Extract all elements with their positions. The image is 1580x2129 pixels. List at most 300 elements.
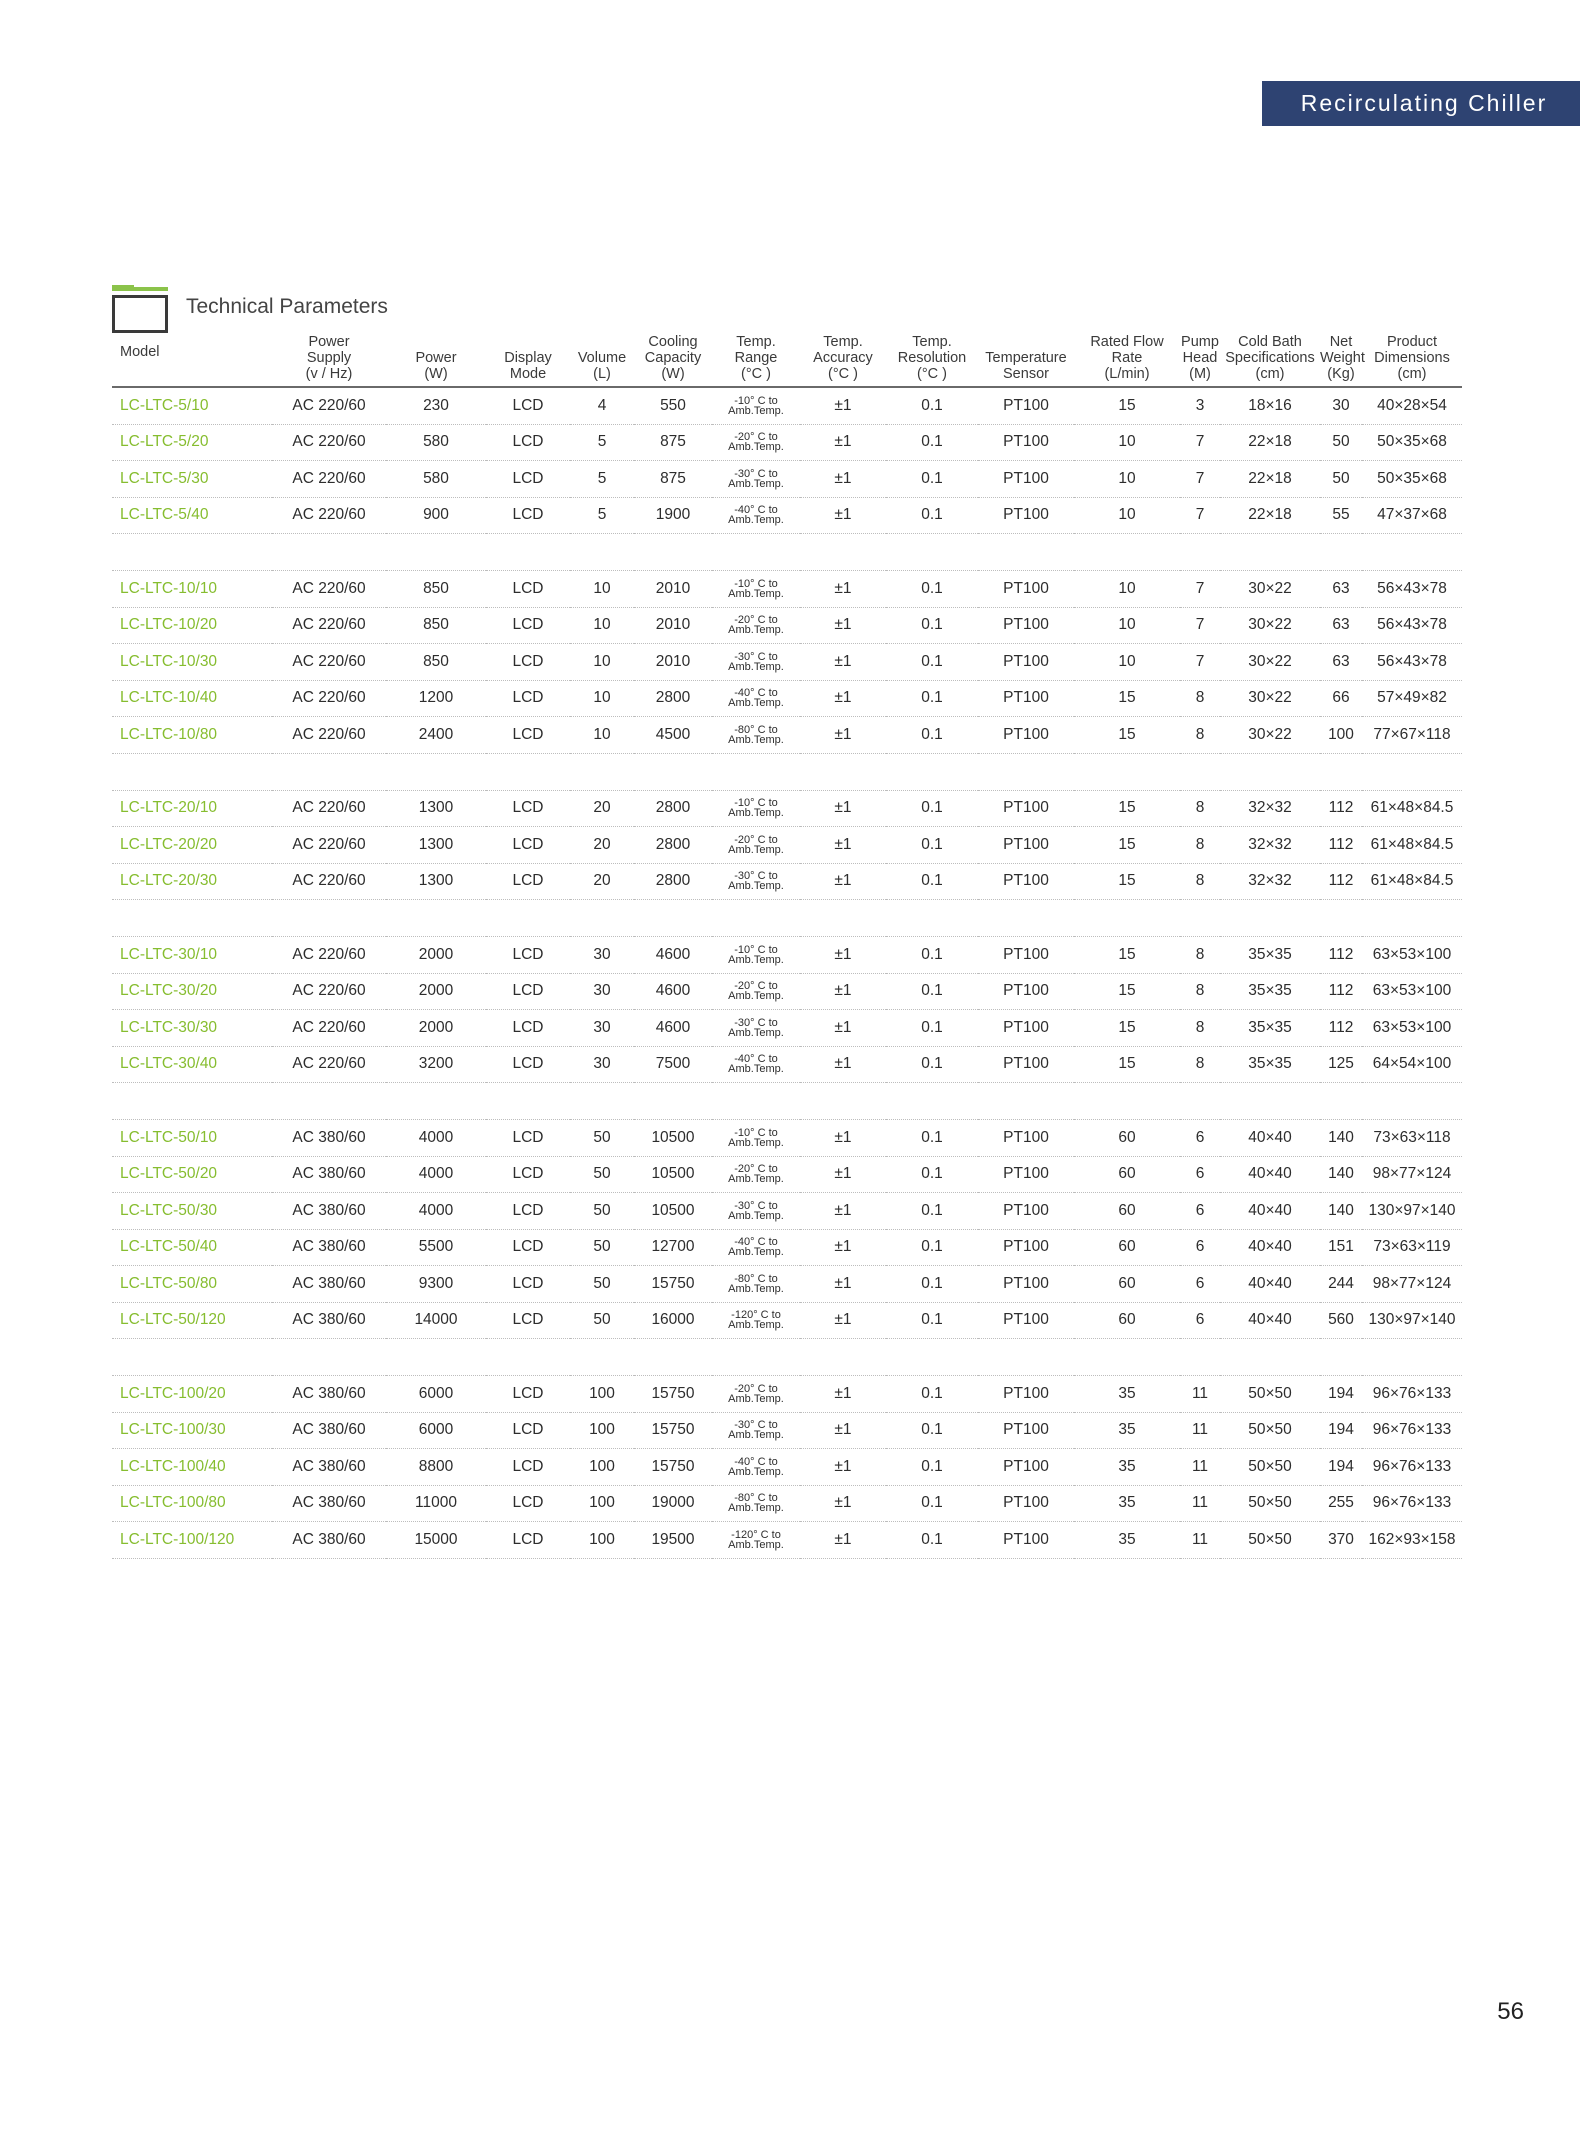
table-row	[112, 1193, 1462, 1230]
table-row	[112, 387, 1462, 424]
table-cell: AC 380/60	[272, 1156, 386, 1193]
temp-range-line: -40° C to	[734, 1455, 778, 1468]
table-cell: 15	[1074, 1010, 1180, 1047]
column-header-line: (cm)	[1255, 366, 1285, 382]
table-cell: 0.1	[886, 680, 978, 717]
table-cell: 30×22	[1220, 680, 1320, 717]
table-cell: ±1	[800, 1522, 886, 1559]
table-cell: 2010	[634, 607, 712, 644]
temp-range-cell	[712, 1412, 800, 1449]
table-cell: 5	[570, 461, 634, 498]
temp-range-line: Amb.Temp.	[728, 843, 784, 856]
table-cell: AC 220/60	[272, 387, 386, 424]
table-cell: AC 380/60	[272, 1193, 386, 1230]
table-cell: 4	[570, 387, 634, 424]
table-cell: 8	[1180, 937, 1220, 974]
table-cell: 580	[386, 461, 486, 498]
temp-range-cell	[712, 680, 800, 717]
temp-range-line: Amb.Temp.	[728, 880, 784, 893]
table-cell: 96×76×133	[1362, 1485, 1462, 1522]
column-header	[1220, 334, 1320, 387]
table-cell: 4000	[386, 1193, 486, 1230]
table-cell: LCD	[486, 937, 570, 974]
temp-range-cell	[712, 790, 800, 827]
table-cell: LCD	[486, 1156, 570, 1193]
table-cell: 35×35	[1220, 937, 1320, 974]
table-cell: PT100	[978, 1485, 1074, 1522]
table-cell: 15	[1074, 937, 1180, 974]
table-cell: PT100	[978, 717, 1074, 754]
table-cell: AC 380/60	[272, 1120, 386, 1157]
temp-range-line: Amb.Temp.	[728, 587, 784, 600]
table-cell: ±1	[800, 607, 886, 644]
table-cell: 56×43×78	[1362, 607, 1462, 644]
table-row	[112, 1522, 1462, 1559]
table-cell: PT100	[978, 1193, 1074, 1230]
table-cell: 0.1	[886, 1120, 978, 1157]
table-cell: 8	[1180, 827, 1220, 864]
table-cell: 15750	[634, 1449, 712, 1486]
table-cell: 15	[1074, 790, 1180, 827]
temp-range-cell	[712, 607, 800, 644]
table-cell: PT100	[978, 1266, 1074, 1303]
group-separator	[112, 900, 1462, 937]
table-cell: ±1	[800, 973, 886, 1010]
table-cell: 30	[570, 1010, 634, 1047]
table-cell: 0.1	[886, 1412, 978, 1449]
temp-range-line: -10° C to	[734, 797, 778, 810]
temp-range-cell	[712, 1449, 800, 1486]
table-cell: 100	[570, 1485, 634, 1522]
table-cell: 10	[1074, 644, 1180, 681]
table-cell: 50	[1320, 424, 1362, 461]
table-cell: 50	[570, 1120, 634, 1157]
table-cell: 0.1	[886, 717, 978, 754]
table-cell: 50×50	[1220, 1485, 1320, 1522]
temp-range-cell	[712, 973, 800, 1010]
section-title-text: Technical Parameters	[186, 295, 388, 318]
table-cell: 112	[1320, 827, 1362, 864]
table-cell: 11	[1180, 1376, 1220, 1413]
table-row	[112, 827, 1462, 864]
model-cell: LC-LTC-100/30	[112, 1412, 272, 1449]
column-header-line: (v / Hz)	[305, 366, 353, 382]
temp-range-line: -30° C to	[734, 1016, 778, 1029]
table-cell: 9300	[386, 1266, 486, 1303]
table-cell: ±1	[800, 571, 886, 608]
table-cell: 0.1	[886, 827, 978, 864]
table-cell: 8	[1180, 790, 1220, 827]
table-row	[112, 1302, 1462, 1339]
column-header	[386, 334, 486, 387]
table-cell: ±1	[800, 1010, 886, 1047]
table-cell: 850	[386, 607, 486, 644]
folder-icon	[112, 285, 168, 329]
table-cell: 30×22	[1220, 607, 1320, 644]
table-cell: 35×35	[1220, 1046, 1320, 1083]
table-cell: 63	[1320, 644, 1362, 681]
table-cell: AC 220/60	[272, 717, 386, 754]
table-cell: 40×40	[1220, 1302, 1320, 1339]
column-header	[1180, 334, 1220, 387]
temp-range-cell	[712, 1010, 800, 1047]
table-cell: ±1	[800, 937, 886, 974]
column-header-line: (°C )	[828, 366, 858, 382]
table-cell: PT100	[978, 973, 1074, 1010]
table-cell: LCD	[486, 790, 570, 827]
column-header-line: Capacity	[644, 350, 702, 366]
table-cell: 11	[1180, 1522, 1220, 1559]
table-cell: 56×43×78	[1362, 644, 1462, 681]
table-cell: 7	[1180, 461, 1220, 498]
table-row	[112, 1229, 1462, 1266]
table-cell: 3	[1180, 387, 1220, 424]
table-cell: 194	[1320, 1449, 1362, 1486]
table-cell: AC 380/60	[272, 1485, 386, 1522]
table-cell: 50	[570, 1266, 634, 1303]
model-cell: LC-LTC-100/120	[112, 1522, 272, 1559]
table-cell: 125	[1320, 1046, 1362, 1083]
column-header	[1074, 334, 1180, 387]
table-cell: 10500	[634, 1193, 712, 1230]
temp-range-cell	[712, 1156, 800, 1193]
table-cell: 47×37×68	[1362, 497, 1462, 534]
table-cell: 0.1	[886, 937, 978, 974]
table-cell: 7	[1180, 497, 1220, 534]
table-cell: AC 380/60	[272, 1412, 386, 1449]
table-cell: 50	[1320, 461, 1362, 498]
column-header-line: (W)	[424, 366, 448, 382]
table-cell: 10	[1074, 607, 1180, 644]
temp-range-line: -10° C to	[734, 1126, 778, 1139]
table-cell: 63×53×100	[1362, 1010, 1462, 1047]
column-header-line: Head	[1182, 350, 1218, 366]
model-cell: LC-LTC-50/40	[112, 1229, 272, 1266]
table-cell: 560	[1320, 1302, 1362, 1339]
temp-range-cell	[712, 827, 800, 864]
table-row	[112, 1449, 1462, 1486]
temp-range-line: -30° C to	[734, 467, 778, 480]
table-cell: 18×16	[1220, 387, 1320, 424]
table-row	[112, 790, 1462, 827]
table-cell: LCD	[486, 1193, 570, 1230]
table-cell: 4600	[634, 973, 712, 1010]
table-cell: AC 220/60	[272, 424, 386, 461]
table-cell: 50	[570, 1302, 634, 1339]
table-cell: 98×77×124	[1362, 1266, 1462, 1303]
table-cell: 244	[1320, 1266, 1362, 1303]
temp-range-line: Amb.Temp.	[728, 404, 784, 417]
temp-range-cell	[712, 863, 800, 900]
table-cell: 100	[570, 1449, 634, 1486]
table-cell: 98×77×124	[1362, 1156, 1462, 1193]
table-cell: AC 380/60	[272, 1266, 386, 1303]
column-header-line: Temp.	[823, 334, 863, 350]
table-cell: 2000	[386, 937, 486, 974]
table-cell: 22×18	[1220, 461, 1320, 498]
table-cell: 0.1	[886, 1156, 978, 1193]
temp-range-line: Amb.Temp.	[728, 1136, 784, 1149]
temp-range-line: -30° C to	[734, 1199, 778, 1212]
table-cell: PT100	[978, 461, 1074, 498]
table-cell: 61×48×84.5	[1362, 790, 1462, 827]
table-cell: ±1	[800, 1120, 886, 1157]
temp-range-line: Amb.Temp.	[728, 477, 784, 490]
table-cell: 19500	[634, 1522, 712, 1559]
model-cell: LC-LTC-30/30	[112, 1010, 272, 1047]
table-cell: AC 380/60	[272, 1229, 386, 1266]
column-header-line: Net	[1329, 334, 1353, 350]
table-cell: LCD	[486, 424, 570, 461]
table-cell: 60	[1074, 1302, 1180, 1339]
table-cell: 8	[1180, 717, 1220, 754]
table-cell: 5	[570, 424, 634, 461]
model-cell: LC-LTC-100/20	[112, 1376, 272, 1413]
table-cell: 57×49×82	[1362, 680, 1462, 717]
table-cell: 6	[1180, 1120, 1220, 1157]
table-cell: 30	[1320, 387, 1362, 424]
column-header-line: Supply	[306, 350, 352, 366]
model-cell: LC-LTC-10/80	[112, 717, 272, 754]
temp-range-line: Amb.Temp.	[728, 660, 784, 673]
table-cell: ±1	[800, 717, 886, 754]
table-cell: 4600	[634, 937, 712, 974]
table-row	[112, 937, 1462, 974]
table-row	[112, 717, 1462, 754]
table-cell: AC 380/60	[272, 1522, 386, 1559]
column-header-line: (cm)	[1397, 366, 1427, 382]
table-cell: PT100	[978, 1449, 1074, 1486]
temp-range-line: Amb.Temp.	[728, 733, 784, 746]
table-cell: 2400	[386, 717, 486, 754]
table-cell: PT100	[978, 1302, 1074, 1339]
table-cell: 30×22	[1220, 571, 1320, 608]
temp-range-line: -10° C to	[734, 943, 778, 956]
temp-range-line: Amb.Temp.	[728, 1173, 784, 1186]
column-header-line: Display	[504, 350, 552, 366]
header-title: Recirculating Chiller	[1300, 90, 1548, 116]
table-cell: 15	[1074, 973, 1180, 1010]
table-cell: 1900	[634, 497, 712, 534]
table-cell: 550	[634, 387, 712, 424]
temp-range-cell	[712, 1229, 800, 1266]
table-cell: 112	[1320, 937, 1362, 974]
table-cell: 6	[1180, 1302, 1220, 1339]
column-header	[1362, 334, 1462, 387]
table-cell: 850	[386, 644, 486, 681]
model-cell: LC-LTC-30/40	[112, 1046, 272, 1083]
table-cell: 15	[1074, 387, 1180, 424]
table-cell: 30×22	[1220, 644, 1320, 681]
table-cell: 100	[570, 1412, 634, 1449]
table-cell: 12700	[634, 1229, 712, 1266]
table-cell: 40×40	[1220, 1120, 1320, 1157]
column-header-line: (W)	[661, 366, 685, 382]
table-cell: 4000	[386, 1156, 486, 1193]
column-header-line: Temp.	[912, 334, 952, 350]
table-cell: PT100	[978, 571, 1074, 608]
table-cell: LCD	[486, 1449, 570, 1486]
temp-range-line: Amb.Temp.	[728, 1282, 784, 1295]
model-cell: LC-LTC-10/40	[112, 680, 272, 717]
temp-range-line: -30° C to	[734, 650, 778, 663]
temp-range-line: -20° C to	[734, 614, 778, 627]
table-cell: PT100	[978, 497, 1074, 534]
table-row	[112, 680, 1462, 717]
table-cell: 7500	[634, 1046, 712, 1083]
table-cell: ±1	[800, 863, 886, 900]
table-cell: 60	[1074, 1156, 1180, 1193]
column-header-line: Model	[120, 344, 160, 360]
table-cell: 0.1	[886, 1449, 978, 1486]
temp-range-cell	[712, 424, 800, 461]
table-cell: 11000	[386, 1485, 486, 1522]
table-row	[112, 571, 1462, 608]
table-cell: LCD	[486, 1376, 570, 1413]
table-cell: LCD	[486, 497, 570, 534]
column-header-line: Rated Flow	[1090, 334, 1164, 350]
header-title-band	[1262, 81, 1580, 126]
temp-range-line: -120° C to	[731, 1528, 781, 1541]
temp-range-line: -80° C to	[734, 723, 778, 736]
table-cell: 0.1	[886, 571, 978, 608]
column-header-line: (L/min)	[1104, 366, 1150, 382]
column-header-line: Mode	[509, 366, 547, 382]
table-cell: 15	[1074, 827, 1180, 864]
table-cell: 100	[570, 1376, 634, 1413]
temp-range-line: Amb.Temp.	[728, 514, 784, 527]
column-header	[570, 334, 634, 387]
table-cell: 40×28×54	[1362, 387, 1462, 424]
table-cell: 63	[1320, 607, 1362, 644]
temp-range-line: -40° C to	[734, 687, 778, 700]
table-cell: 230	[386, 387, 486, 424]
table-cell: 875	[634, 424, 712, 461]
column-header-line: Cold Bath	[1238, 334, 1302, 350]
temp-range-line: Amb.Temp.	[728, 697, 784, 710]
table-cell: PT100	[978, 790, 1074, 827]
table-cell: PT100	[978, 1229, 1074, 1266]
model-cell: LC-LTC-30/10	[112, 937, 272, 974]
table-cell: 100	[570, 1522, 634, 1559]
table-cell: LCD	[486, 571, 570, 608]
column-header-line: Temp.	[736, 334, 776, 350]
table-row	[112, 1120, 1462, 1157]
table-cell: 73×63×118	[1362, 1120, 1462, 1157]
table-cell: 30	[570, 1046, 634, 1083]
table-cell: PT100	[978, 1046, 1074, 1083]
technical-parameters-table	[112, 334, 1462, 1559]
table-row	[112, 1376, 1462, 1413]
table-cell: AC 220/60	[272, 827, 386, 864]
section-title	[112, 284, 388, 330]
table-cell: 8	[1180, 1010, 1220, 1047]
table-cell: ±1	[800, 827, 886, 864]
table-cell: 14000	[386, 1302, 486, 1339]
table-cell: AC 220/60	[272, 1046, 386, 1083]
column-header	[112, 334, 272, 387]
model-cell: LC-LTC-50/20	[112, 1156, 272, 1193]
table-cell: 130×97×140	[1362, 1193, 1462, 1230]
table-cell: LCD	[486, 717, 570, 754]
table-cell: LCD	[486, 1485, 570, 1522]
temp-range-line: -30° C to	[734, 1419, 778, 1432]
table-cell: 10	[570, 571, 634, 608]
table-cell: 35	[1074, 1522, 1180, 1559]
column-header	[712, 334, 800, 387]
table-cell: 30	[570, 973, 634, 1010]
table-cell: ±1	[800, 497, 886, 534]
column-header-line: Power	[415, 350, 457, 366]
model-cell: LC-LTC-50/30	[112, 1193, 272, 1230]
column-header	[486, 334, 570, 387]
table-cell: 112	[1320, 1010, 1362, 1047]
table-cell: ±1	[800, 1302, 886, 1339]
table-cell: 6	[1180, 1193, 1220, 1230]
table-cell: AC 220/60	[272, 1010, 386, 1047]
table-cell: 0.1	[886, 1266, 978, 1303]
model-cell: LC-LTC-20/10	[112, 790, 272, 827]
table-cell: 4000	[386, 1120, 486, 1157]
table-cell: 875	[634, 461, 712, 498]
table-cell: 55	[1320, 497, 1362, 534]
table-cell: AC 220/60	[272, 497, 386, 534]
model-cell: LC-LTC-10/30	[112, 644, 272, 681]
table-cell: 2000	[386, 1010, 486, 1047]
table-cell: PT100	[978, 1010, 1074, 1047]
table-cell: 40×40	[1220, 1229, 1320, 1266]
column-header	[800, 334, 886, 387]
table-cell: 0.1	[886, 1046, 978, 1083]
table-row	[112, 1412, 1462, 1449]
table-cell: PT100	[978, 1522, 1074, 1559]
table-cell: 7	[1180, 644, 1220, 681]
column-header	[978, 334, 1074, 387]
temp-range-line: -80° C to	[734, 1272, 778, 1285]
table-cell: 0.1	[886, 1302, 978, 1339]
table-cell: 0.1	[886, 863, 978, 900]
table-cell: AC 220/60	[272, 461, 386, 498]
table-cell: 61×48×84.5	[1362, 827, 1462, 864]
table-row	[112, 1010, 1462, 1047]
table-cell: 6	[1180, 1266, 1220, 1303]
table-cell: 2000	[386, 973, 486, 1010]
table-cell: PT100	[978, 937, 1074, 974]
table-cell: 1300	[386, 863, 486, 900]
temp-range-line: Amb.Temp.	[728, 1465, 784, 1478]
column-header-line: Specifications	[1225, 350, 1315, 366]
table-row	[112, 1266, 1462, 1303]
table-cell: 35	[1074, 1412, 1180, 1449]
temp-range-line: Amb.Temp.	[728, 1319, 784, 1332]
temp-range-cell	[712, 937, 800, 974]
table-cell: PT100	[978, 1412, 1074, 1449]
table-cell: ±1	[800, 644, 886, 681]
table-cell: 50	[570, 1193, 634, 1230]
table-cell: 10	[570, 717, 634, 754]
column-header-line: Resolution	[897, 350, 967, 366]
model-cell: LC-LTC-10/10	[112, 571, 272, 608]
temp-range-line: -80° C to	[734, 1492, 778, 1505]
table-cell: PT100	[978, 1120, 1074, 1157]
table-cell: AC 380/60	[272, 1302, 386, 1339]
table-cell: LCD	[486, 863, 570, 900]
table-cell: LCD	[486, 1046, 570, 1083]
temp-range-cell	[712, 1120, 800, 1157]
table-cell: 10	[1074, 424, 1180, 461]
table-cell: 60	[1074, 1266, 1180, 1303]
temp-range-line: Amb.Temp.	[728, 624, 784, 637]
